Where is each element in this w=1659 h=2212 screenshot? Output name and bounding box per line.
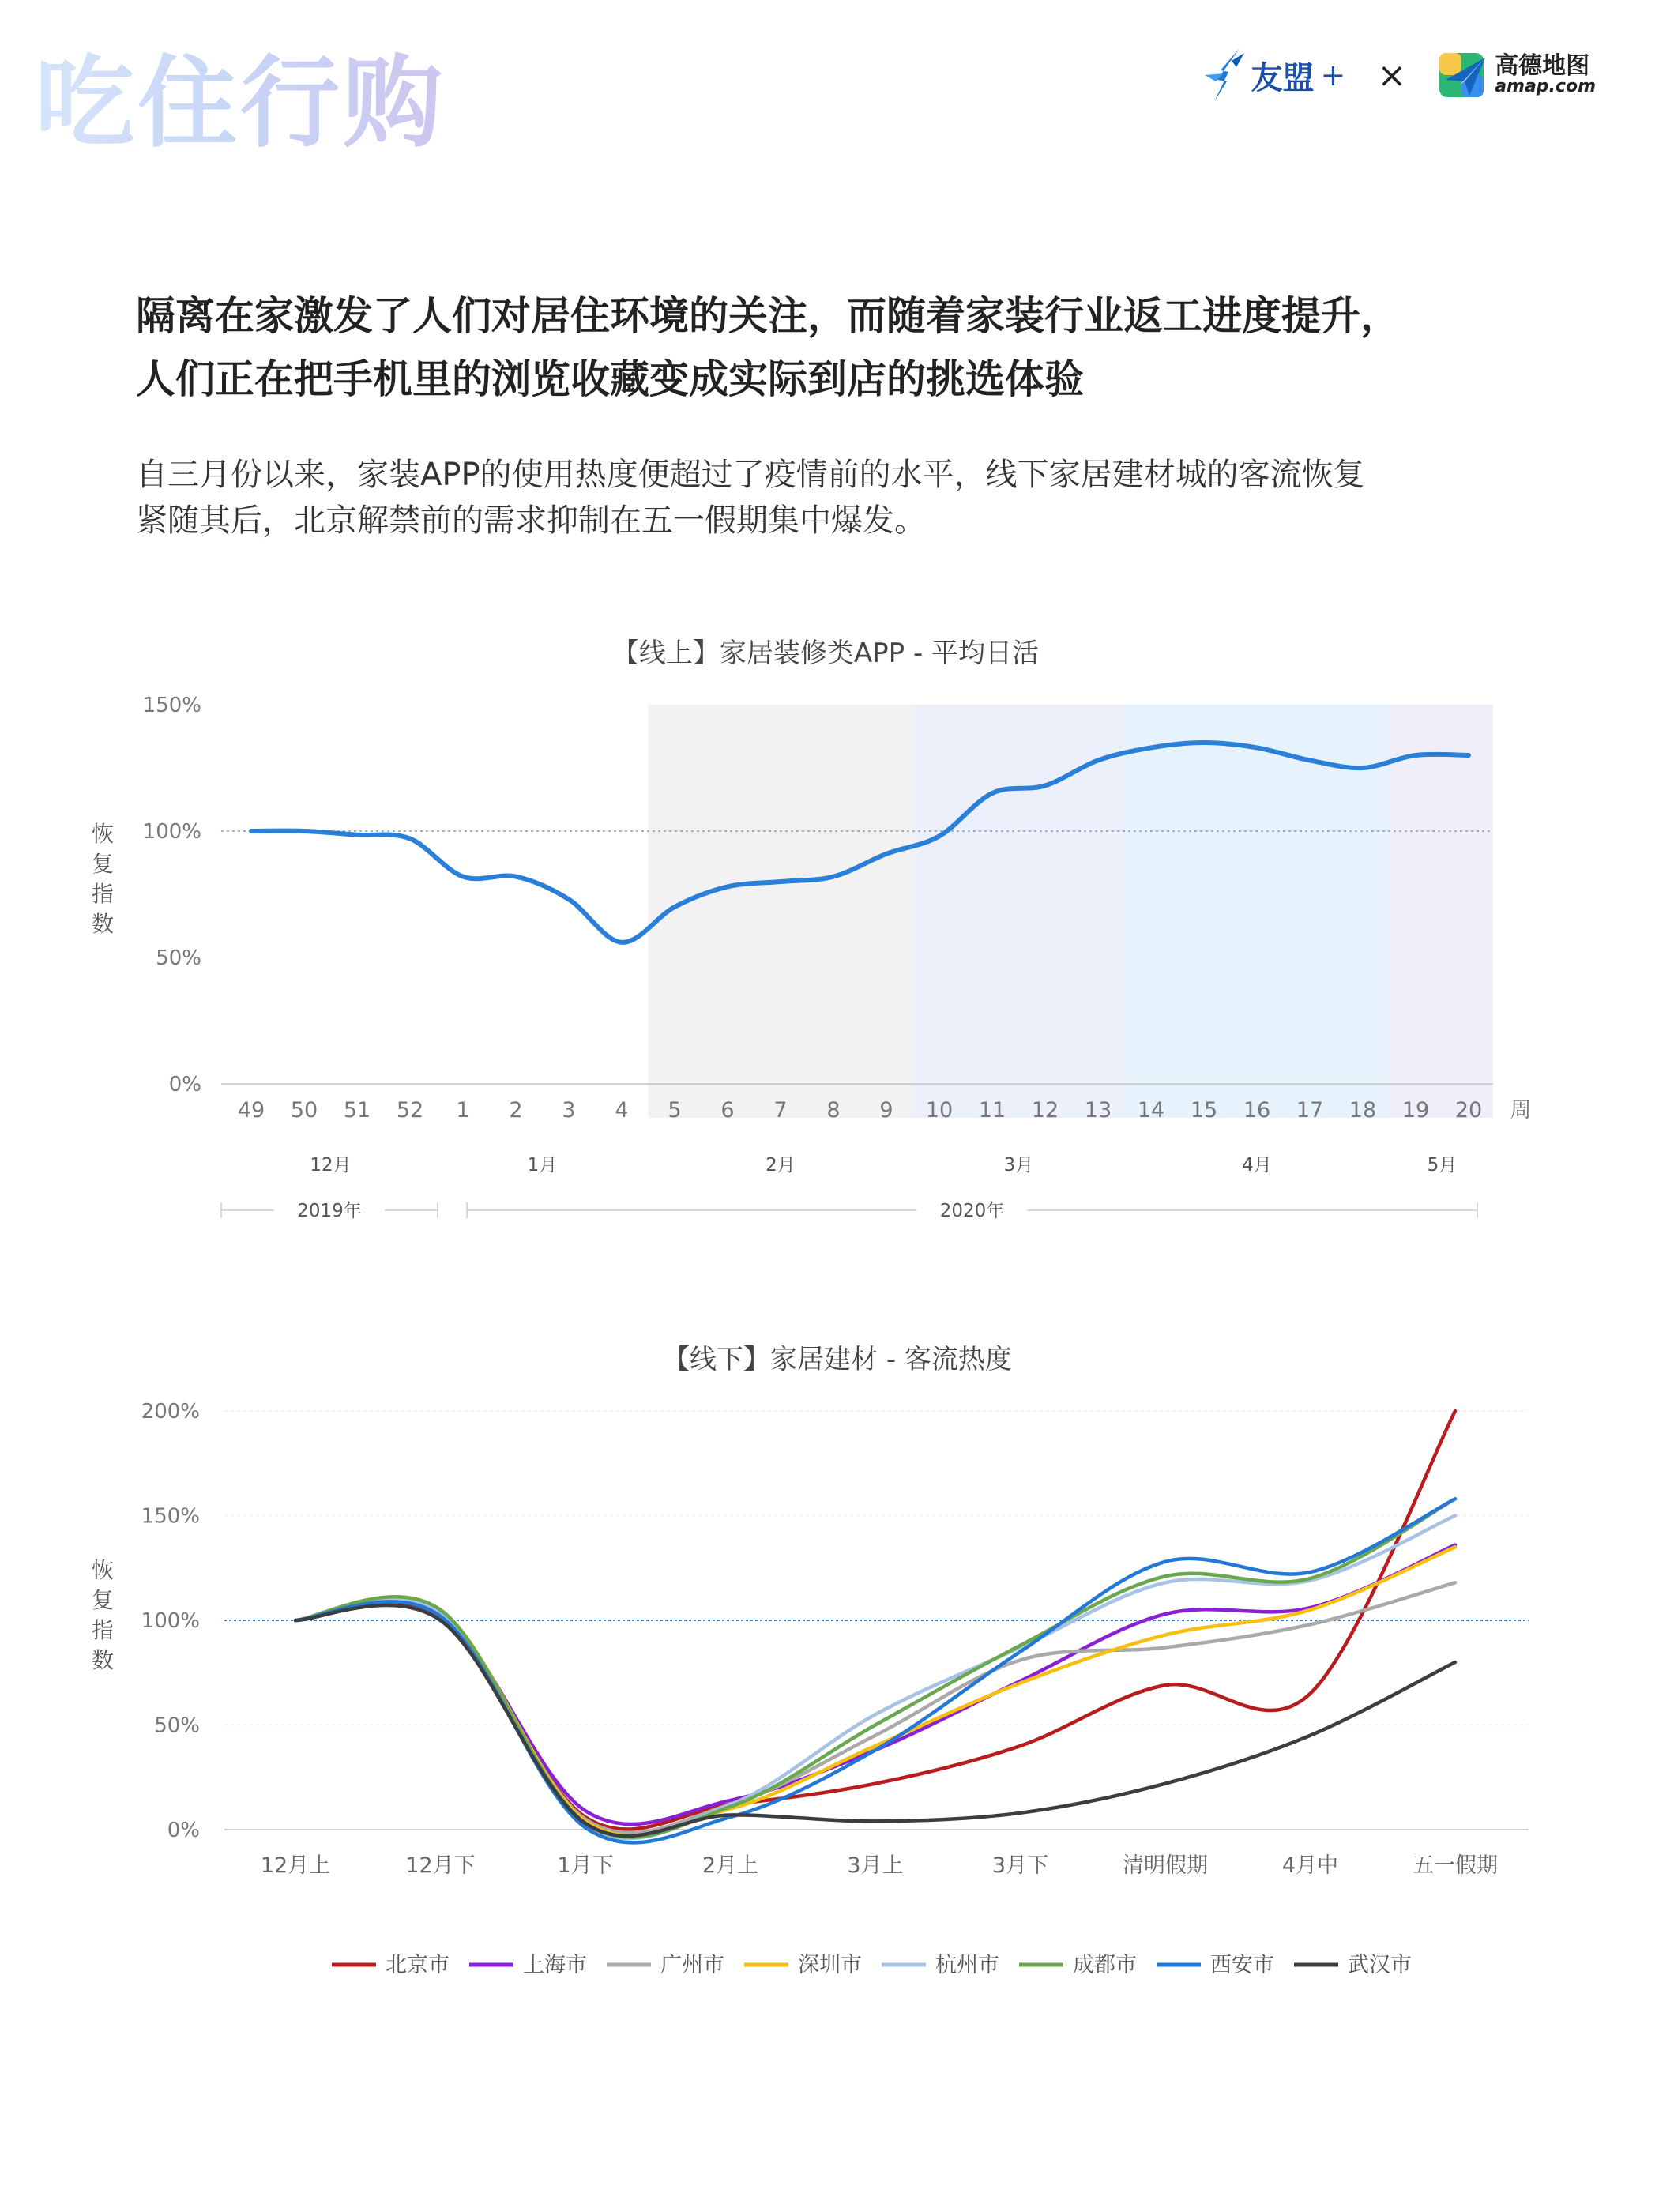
brand-title: 吃住行购: [35, 45, 446, 161]
offline-y-axis-label-char: 复: [91, 1587, 115, 1613]
x-tick-label: 3月上: [847, 1853, 904, 1878]
description-line-2: 紧随其后，北京解禁前的需求抑制在五一假期集中爆发。: [136, 502, 926, 539]
amap-plane-icon: [1438, 50, 1488, 100]
legend-label: 杭州市: [935, 1953, 999, 1977]
x-tick-label: 15: [1190, 1098, 1218, 1123]
headline-line-1: 隔离在家激发了人们对居住环境的关注，而随着家装行业返工进度提升，: [136, 293, 1400, 339]
offline-chart: [0, 1327, 1659, 2038]
x-tick-label: 20: [1454, 1098, 1483, 1123]
description: [136, 452, 1550, 544]
legend-label: 广州市: [660, 1953, 724, 1977]
shaded-band: [913, 705, 1125, 1118]
offline-y-axis-label: [92, 1557, 114, 1673]
offline-chart-title: 【线下】家居建材 - 客流热度: [663, 1344, 1012, 1375]
x-tick-label: 清明假期: [1123, 1853, 1208, 1878]
shaded-band: [1390, 705, 1494, 1118]
x-tick-label: 五一假期: [1413, 1853, 1498, 1878]
description-line-1: 自三月份以来，家装APP的使用热度便超过了疫情前的水平，线下家居建材城的客流恢复: [136, 457, 1365, 493]
amap-name: 高德地图: [1495, 52, 1590, 80]
x-tick-label: 2: [509, 1098, 523, 1123]
y-tick-label: 100%: [142, 820, 201, 844]
x-tick-label: 5: [668, 1098, 682, 1123]
y-tick-label: 200%: [141, 1400, 200, 1424]
online-y-axis-label: [92, 821, 114, 937]
x-tick-label: 51: [343, 1098, 371, 1123]
x-tick-label: 17: [1296, 1098, 1324, 1123]
umeng-text: 友盟: [1251, 59, 1315, 96]
headline: [136, 284, 1550, 411]
x-axis-unit: 周: [1510, 1098, 1532, 1123]
x-tick-label: 4: [615, 1098, 629, 1123]
x-tick-label: 2月上: [702, 1853, 759, 1878]
month-label: 4月: [1242, 1155, 1272, 1176]
y-tick-label: 50%: [154, 1714, 200, 1738]
legend: [332, 1953, 1412, 1977]
x-tick-label: 9: [879, 1098, 893, 1123]
x-tick-label: 6: [720, 1098, 735, 1123]
x-tick-label: 16: [1243, 1098, 1271, 1123]
offline-series-line: [295, 1516, 1455, 1839]
x-tick-label: 1: [456, 1098, 470, 1123]
y-tick-label: 50%: [156, 946, 201, 970]
x-tick-label: 49: [237, 1098, 265, 1123]
x-tick-label: 11: [978, 1098, 1006, 1123]
logo-group: [1200, 40, 1596, 111]
x-tick-label: 12月下: [405, 1853, 476, 1878]
amap-domain: amap.com: [1495, 77, 1596, 96]
y-tick-label: 150%: [142, 694, 201, 717]
offline-y-axis-label-char: 指: [91, 1617, 115, 1643]
legend-label: 西安市: [1210, 1953, 1274, 1977]
x-tick-label: 3月下: [991, 1853, 1049, 1878]
x-tick-label: 10: [925, 1098, 954, 1123]
shaded-band: [649, 705, 913, 1118]
online-y-axis-label-char: 复: [91, 851, 115, 877]
y-tick-label: 0%: [168, 1073, 201, 1097]
y-tick-label: 100%: [141, 1609, 200, 1633]
x-tick-label: 12月上: [260, 1853, 331, 1878]
x-tick-label: 13: [1084, 1098, 1112, 1123]
umeng-bird-icon: [1200, 47, 1246, 103]
offline-chart-svg: [0, 1327, 1659, 2038]
x-tick-label: 14: [1137, 1098, 1165, 1123]
year-brackets: [221, 1201, 1477, 1221]
offline-series-line: [295, 1499, 1455, 1842]
headline-line-2: 人们正在把手机里的浏览收藏变成实际到店的挑选体验: [136, 356, 1084, 402]
umeng-logo: [1200, 47, 1345, 103]
x-tick-label: 52: [396, 1098, 424, 1123]
online-chart: [0, 616, 1659, 1248]
offline-series-line: [295, 1499, 1455, 1837]
x-tick-label: 18: [1349, 1098, 1377, 1123]
online-y-axis-label-char: 恢: [91, 821, 115, 847]
x-tick-label: 50: [290, 1098, 318, 1123]
legend-label: 深圳市: [798, 1953, 862, 1977]
month-label: 1月: [527, 1155, 558, 1176]
x-tick-label: 4月中: [1281, 1853, 1339, 1878]
x-tick-label: 8: [826, 1098, 841, 1123]
month-label: 2月: [766, 1155, 796, 1176]
x-tick-label: 3: [562, 1098, 576, 1123]
y-tick-label: 150%: [141, 1504, 200, 1529]
offline-series-line: [295, 1547, 1455, 1835]
umeng-plus: +: [1320, 58, 1346, 92]
times-sign: ×: [1377, 55, 1407, 96]
legend-label: 成都市: [1073, 1953, 1137, 1977]
x-tick-label: 1月下: [557, 1853, 614, 1878]
legend-label: 武汉市: [1348, 1953, 1412, 1977]
month-label: 3月: [1003, 1155, 1034, 1176]
year-label: 2020年: [939, 1201, 1005, 1221]
x-tick-label: 19: [1401, 1098, 1430, 1123]
x-tick-label: 12: [1031, 1098, 1059, 1123]
legend-label: 北京市: [386, 1953, 450, 1977]
online-chart-title: 【线上】家居装修类APP - 平均日活: [611, 638, 1040, 669]
month-label: 12月: [310, 1155, 352, 1176]
year-label: 2019年: [297, 1201, 362, 1221]
offline-y-axis-label-char: 恢: [91, 1557, 115, 1583]
amap-logo: [1438, 50, 1596, 100]
online-chart-svg: [0, 616, 1659, 1248]
month-label: 5月: [1427, 1155, 1458, 1176]
x-tick-label: 7: [773, 1098, 788, 1123]
online-y-axis-label-char: 指: [91, 881, 115, 907]
legend-label: 上海市: [523, 1953, 587, 1977]
online-y-axis-label-char: 数: [91, 911, 115, 937]
offline-y-axis-label-char: 数: [91, 1647, 115, 1673]
y-tick-label: 0%: [167, 1819, 200, 1842]
